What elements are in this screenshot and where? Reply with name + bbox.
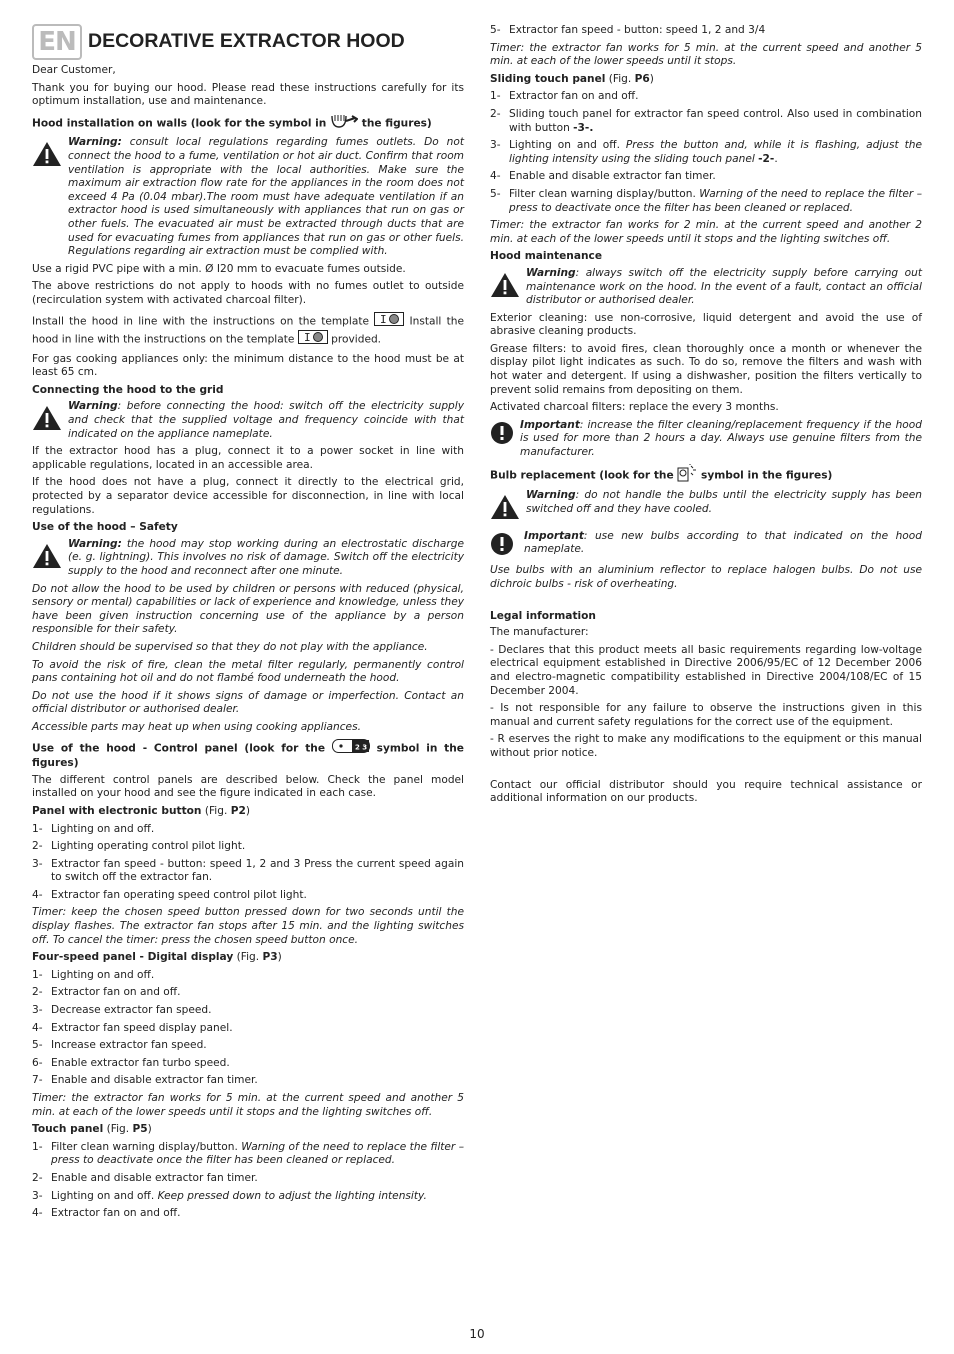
language-badge: EN (32, 24, 82, 60)
warning-bulbs: Warning: do not handle the bulbs until the electricity supply has been switched off and they have cooled. (490, 489, 922, 526)
exterior-cleaning: Exterior cleaning: use non-corrosive, liquid detergent and avoid the use of abrasive cleaning products. (490, 311, 922, 338)
svg-text:I: I (380, 312, 387, 326)
svg-text:2 3: 2 3 (354, 743, 368, 752)
warning-triangle-icon (32, 538, 68, 575)
list-item: 1- Lighting on and off. (32, 822, 155, 835)
important-exclamation-icon (490, 530, 524, 561)
panel-p5-heading: Touch panel (Fig. P5) (32, 1123, 152, 1136)
installation-heading: Hood installation on walls (look for the symbol in the figures) (32, 113, 464, 134)
list-item: 4- Extractor fan on and off. (32, 1207, 181, 1220)
warning-triangle-icon (32, 136, 68, 173)
left-column (32, 24, 464, 1225)
warning-safety: Warning: the hood may stop working during an electrostatic discharge (e. g. lightning). This involves no risk of damage. Switch off the electricity supply to the hood and reconnect after one minute. (32, 538, 464, 579)
list-item: 1- Extractor fan on and off. (490, 90, 639, 103)
bulb-heading: Bulb replacement (look for the symbol in the figures) (490, 464, 922, 487)
template-icon (374, 312, 404, 331)
list-item: 2- Sliding touch panel for extractor fan speed control. Also used in combination with button -3-. (490, 107, 922, 134)
list-item: 4- Extractor fan operating speed control pilot light. (32, 888, 307, 901)
plug-paragraph: If the extractor hood has a plug, connect it to a power socket in line with applicable regulations, located in an accessible area. (32, 445, 464, 471)
legal-modifications: - R eserves the right to make any modifications to the equipment or this manual without prior notice. (490, 733, 922, 759)
list-item: 3- Lighting on and off. Keep pressed down to adjust the lighting intensity. (32, 1189, 427, 1202)
template-paragraph: Install the hood in line with the instructions on the template I Install the hood in line with the instructions on the template I provided. (32, 312, 464, 349)
warning-fumes: Warning: consult local regulations regarding fumes outlets. Do not connect the hood to a fume, ventilation or hot air duct. Confirm that room ventilation is appropriate with the local authorities. Make sure the maximum air extraction flow rate for the appliances in the room does not exceed 4 Pa (0.04 mbar).The room must have adequate ventilation if an extractor hood is used simultaneously with appliances that run on gas or other fuels. The evacuated air must be extracted through ducts that are used for evacuating fumes from appliances that run on gas or other fuels. Regulations regarding air extraction must be complied with. (32, 136, 464, 258)
list-item: 7- Enable and disable extractor fan timer. (32, 1074, 258, 1087)
hot-parts-paragraph: Accessible parts may heat up when using cooking appliances. (32, 720, 361, 733)
intro-paragraph: Thank you for buying our hood. Please read these instructions carefully for its optimum installation, use and maintenance. (32, 81, 464, 108)
gas-paragraph: For gas cooking appliances only: the minimum distance to the hood must be at least 65 cm. (32, 352, 464, 379)
list-item: 3- Extractor fan speed - button: speed 1, 2 and 3 Press the current speed again to switch off the extractor fan. (32, 857, 464, 884)
noplug-paragraph: If the hood does not have a plug, connect it directly to the electrical grid, protected by a separator device accessible for disconnection, in line with local regulations. (32, 476, 464, 516)
legal-responsibility: - Is not responsible for any failure to observe the instructions given in this manual and current safety regulations for the correct use of the equipment. (490, 702, 922, 728)
list-item: 2- Extractor fan on and off. (32, 986, 181, 999)
panel-p3-heading: Four-speed panel - Digital display (Fig. P3) (32, 951, 282, 964)
list-item: 4- Extractor fan speed display panel. (32, 1021, 233, 1034)
list-item: 5- Filter clean warning display/button. Warning of the need to replace the filter – press to deactivate once the filter has been cleaned or replaced. (490, 187, 922, 214)
panel-p6-timer: Timer: the extractor fan works for 2 min. at the current speed and another 2 min. at each of the lower speeds until it stops and the lighting switches off. (490, 219, 922, 245)
important-exclamation-icon (490, 419, 520, 450)
legal-declaration: - Declares that this product meets all basic requirements regarding low-voltage electrical equipment established in Directive 2006/95/EC of 12 December 2006 and electro-magnetic compatibility established in Directive 2004/108/EC of 15 December 2004. (490, 643, 922, 697)
grease-filters: Grease filters: to avoid fires, clean thoroughly once a month or whenever the display pilot light indicates as such. To do so, remove the filters and wash with hot water and detergent. If using a dishwasher, position the filters vertically to prevent solid remains from depositing on them. (490, 342, 922, 396)
list-item: 5- Increase extractor fan speed. (32, 1039, 207, 1052)
grid-heading: Connecting the hood to the grid (32, 383, 224, 396)
panel-p5-list-continued (490, 24, 922, 38)
page-title: DECORATIVE EXTRACTOR HOOD (88, 30, 405, 53)
pvc-paragraph: Use a rigid PVC pipe with a min. Ø I20 mm to evacuate fumes outside. (32, 262, 406, 275)
charcoal-filters: Activated charcoal filters: replace the every 3 months. (490, 401, 779, 414)
warning-maintenance: Warning: always switch off the electricity supply before carrying out maintenance work on the hood. In the event of a fault, contact an official distributor or authorised dealer. (490, 267, 922, 308)
greeting: Dear Customer, (32, 64, 116, 76)
panel-p2-heading: Panel with electronic button (Fig. P2) (32, 804, 250, 817)
important-filters: Important: increase the filter cleaning/replacement frequency if the hood is used for more than 2 hours a day. Always use genuine filters from the manufacturer. (490, 419, 922, 460)
panel-p2-timer: Timer: keep the chosen speed button pressed down for two seconds until the display flashes. The extractor fan stops after 15 min. and the lighting switches off. To cancel the timer: press the chosen speed button once. (32, 906, 464, 946)
manufacturer-label: The manufacturer: (490, 626, 589, 639)
svg-text:I: I (303, 331, 311, 345)
wrench-hood-icon (330, 113, 358, 134)
list-item: 2- Enable and disable extractor fan timer. (32, 1171, 258, 1184)
panel-p5-list (32, 1141, 464, 1221)
safety-heading: Use of the hood – Safety (32, 521, 178, 534)
panel-p3-list (32, 969, 464, 1088)
list-item: 6- Enable extractor fan turbo speed. (32, 1056, 230, 1069)
panel-p6-heading: Sliding touch panel (Fig. P6) (490, 72, 654, 85)
contact-paragraph: Contact our official distributor should you require technical assistance or additional information on our products. (490, 778, 922, 805)
control-panel-heading: Use of the hood - Control panel (look for the 2 3 symbol in the figures) (32, 739, 464, 771)
list-item: 2- Lighting operating control pilot light. (32, 840, 246, 853)
restrictions-paragraph: The above restrictions do not apply to hoods with no fumes outlet to outside (recirculation system with activated charcoal filter). (32, 280, 464, 306)
list-item: 5- Extractor fan speed - button: speed 1, 2 and 3/4 (490, 24, 766, 36)
halogen-paragraph: Use bulbs with an aluminium reflector to replace halogen bulbs. Do not use dichroic bulbs - risk of overheating. (490, 564, 922, 590)
control-panel-icon (332, 739, 370, 758)
warning-triangle-icon (32, 400, 68, 437)
panel-p3-timer: Timer: the extractor fan works for 5 min. at the current speed and another 5 min. at each of the lower speeds until it stops and the lighting switches off. (32, 1092, 464, 1118)
page-number: 10 (469, 1327, 485, 1341)
warning-grid: Warning: before connecting the hood: switch off the electricity supply and check that the supplied voltage and frequency coincide with that indicated on the appliance nameplate. (32, 400, 464, 441)
warning-triangle-icon (490, 489, 526, 526)
panel-p2-list (32, 823, 464, 903)
template-icon (298, 330, 328, 349)
children-paragraph: Do not allow the hood to be used by children or persons with reduced (physical, sensory or mental) capabilities or lack of experience and knowledge, unless they have been given instruction concerning use of the appliance by a person responsible for their safety. (32, 582, 464, 636)
damage-paragraph: Do not use the hood if it shows signs of damage or imperfection. Contact an official distributor or authorised dealer. (32, 689, 464, 716)
title-row (32, 24, 464, 60)
list-item: 3- Decrease extractor fan speed. (32, 1004, 212, 1017)
bulb-icon (677, 464, 697, 487)
important-bulbs: Important: use new bulbs according to that indicated on the hood nameplate. (490, 530, 922, 561)
panel-p6-list (490, 90, 922, 215)
list-item: 4- Enable and disable extractor fan timer. (490, 170, 716, 183)
list-item: 1- Lighting on and off. (32, 968, 155, 981)
supervised-paragraph: Children should be supervised so that they do not play with the appliance. (32, 640, 428, 653)
control-intro-paragraph: The different control panels are described below. Check the panel model installed on your hood and see the figure indicated in each case. (32, 773, 464, 800)
right-column (490, 24, 922, 810)
legal-heading: Legal information (490, 609, 596, 622)
maintenance-heading: Hood maintenance (490, 250, 602, 263)
panel-p5-timer: Timer: the extractor fan works for 5 min. at the current speed and another 5 min. at each of the lower speeds until it stops. (490, 41, 922, 68)
list-item: 1- Filter clean warning display/button. Warning of the need to replace the filter – press to deactivate once the filter has been cleaned or replaced. (32, 1140, 464, 1167)
list-item: 3- Lighting on and off. Press the button and, while it is flashing, adjust the lighting intensity using the sliding touch panel -2-. (490, 139, 922, 165)
fire-paragraph: To avoid the risk of fire, clean the metal filter regularly, permanently control pans containing hot oil and do not flambé food underneath the hood. (32, 658, 464, 685)
warning-triangle-icon (490, 267, 526, 304)
